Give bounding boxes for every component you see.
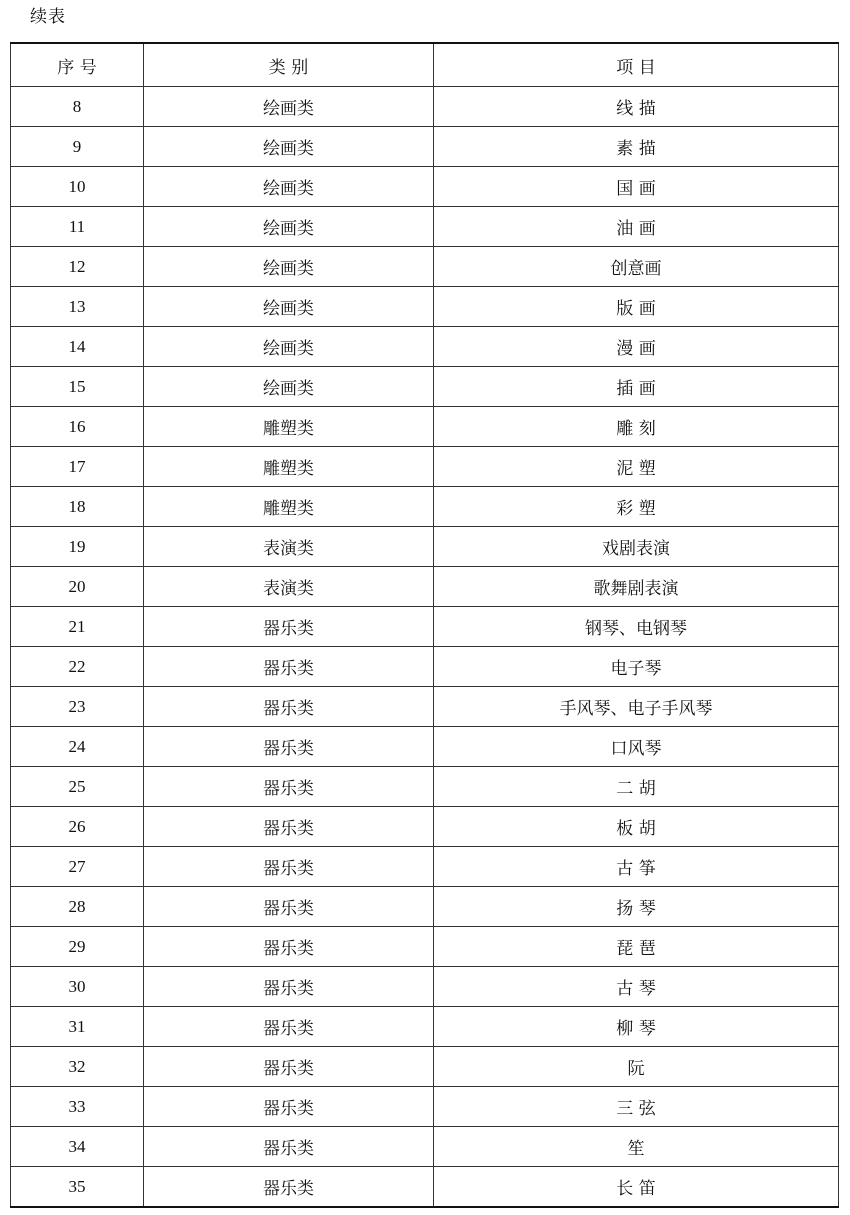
cell-category: 雕塑类 — [144, 487, 434, 527]
cell-category: 器乐类 — [144, 1167, 434, 1208]
cell-item: 古 琴 — [434, 967, 839, 1007]
cell-number: 15 — [11, 367, 144, 407]
cell-item: 手风琴、电子手风琴 — [434, 687, 839, 727]
cell-item: 板 胡 — [434, 807, 839, 847]
table-row — [11, 647, 839, 687]
table-row — [11, 287, 839, 327]
cell-item: 油 画 — [434, 207, 839, 247]
table-row — [11, 1167, 839, 1208]
cell-item: 国 画 — [434, 167, 839, 207]
cell-item: 琵 琶 — [434, 927, 839, 967]
cell-category: 绘画类 — [144, 87, 434, 127]
table-row — [11, 847, 839, 887]
cell-item: 古 筝 — [434, 847, 839, 887]
cell-number: 18 — [11, 487, 144, 527]
table-row — [11, 87, 839, 127]
cell-number: 31 — [11, 1007, 144, 1047]
table-row — [11, 767, 839, 807]
cell-number: 29 — [11, 927, 144, 967]
cell-item: 柳 琴 — [434, 1007, 839, 1047]
cell-category: 绘画类 — [144, 247, 434, 287]
cell-number: 21 — [11, 607, 144, 647]
cell-item: 彩 塑 — [434, 487, 839, 527]
table-row — [11, 887, 839, 927]
cell-item: 戏剧表演 — [434, 527, 839, 567]
table-row — [11, 247, 839, 287]
cell-item: 版 画 — [434, 287, 839, 327]
cell-number: 8 — [11, 87, 144, 127]
cell-item: 素 描 — [434, 127, 839, 167]
cell-number: 9 — [11, 127, 144, 167]
cell-item: 创意画 — [434, 247, 839, 287]
cell-item: 插 画 — [434, 367, 839, 407]
cell-category: 器乐类 — [144, 887, 434, 927]
table-row — [11, 327, 839, 367]
cell-number: 26 — [11, 807, 144, 847]
cell-number: 23 — [11, 687, 144, 727]
cell-number: 10 — [11, 167, 144, 207]
cell-item: 线 描 — [434, 87, 839, 127]
cell-category: 绘画类 — [144, 287, 434, 327]
cell-number: 12 — [11, 247, 144, 287]
cell-category: 器乐类 — [144, 1087, 434, 1127]
table-row — [11, 567, 839, 607]
table-row — [11, 1007, 839, 1047]
header-row — [11, 43, 839, 87]
cell-category: 器乐类 — [144, 807, 434, 847]
cell-number: 30 — [11, 967, 144, 1007]
table-row — [11, 1087, 839, 1127]
table-row — [11, 607, 839, 647]
cell-category: 绘画类 — [144, 127, 434, 167]
table-header — [11, 43, 839, 87]
cell-item: 笙 — [434, 1127, 839, 1167]
cell-item: 阮 — [434, 1047, 839, 1087]
cell-category: 雕塑类 — [144, 447, 434, 487]
cell-category: 绘画类 — [144, 367, 434, 407]
cell-item: 口风琴 — [434, 727, 839, 767]
header-number: 序 号 — [11, 43, 144, 87]
cell-category: 器乐类 — [144, 1047, 434, 1087]
table-body — [11, 87, 839, 1208]
cell-item: 泥 塑 — [434, 447, 839, 487]
cell-category: 器乐类 — [144, 687, 434, 727]
cell-category: 表演类 — [144, 567, 434, 607]
cell-category: 表演类 — [144, 527, 434, 567]
cell-number: 20 — [11, 567, 144, 607]
table-row — [11, 167, 839, 207]
cell-number: 33 — [11, 1087, 144, 1127]
table-row — [11, 207, 839, 247]
cell-category: 器乐类 — [144, 607, 434, 647]
table-caption: 续表 — [30, 7, 66, 27]
cell-number: 27 — [11, 847, 144, 887]
header-category: 类 别 — [144, 43, 434, 87]
cell-item: 电子琴 — [434, 647, 839, 687]
cell-category: 雕塑类 — [144, 407, 434, 447]
table-row — [11, 1127, 839, 1167]
cell-number: 13 — [11, 287, 144, 327]
cell-number: 19 — [11, 527, 144, 567]
cell-category: 器乐类 — [144, 727, 434, 767]
cell-number: 22 — [11, 647, 144, 687]
cell-category: 器乐类 — [144, 1007, 434, 1047]
cell-item: 长 笛 — [434, 1167, 839, 1208]
cell-category: 绘画类 — [144, 167, 434, 207]
cell-item: 三 弦 — [434, 1087, 839, 1127]
cell-category: 绘画类 — [144, 327, 434, 367]
cell-number: 25 — [11, 767, 144, 807]
cell-item: 漫 画 — [434, 327, 839, 367]
cell-number: 16 — [11, 407, 144, 447]
cell-item: 钢琴、电钢琴 — [434, 607, 839, 647]
cell-category: 器乐类 — [144, 1127, 434, 1167]
cell-number: 11 — [11, 207, 144, 247]
cell-item: 歌舞剧表演 — [434, 567, 839, 607]
table-row — [11, 487, 839, 527]
table-row — [11, 1047, 839, 1087]
table-row — [11, 927, 839, 967]
table-row — [11, 367, 839, 407]
cell-category: 器乐类 — [144, 647, 434, 687]
cell-number: 14 — [11, 327, 144, 367]
cell-category: 器乐类 — [144, 847, 434, 887]
cell-number: 28 — [11, 887, 144, 927]
items-table — [10, 42, 839, 1208]
table-row — [11, 687, 839, 727]
table-row — [11, 807, 839, 847]
cell-number: 34 — [11, 1127, 144, 1167]
cell-number: 24 — [11, 727, 144, 767]
cell-item: 二 胡 — [434, 767, 839, 807]
cell-category: 绘画类 — [144, 207, 434, 247]
cell-number: 35 — [11, 1167, 144, 1208]
cell-number: 17 — [11, 447, 144, 487]
cell-number: 32 — [11, 1047, 144, 1087]
cell-category: 器乐类 — [144, 927, 434, 967]
table-row — [11, 727, 839, 767]
header-item: 项 目 — [434, 43, 839, 87]
table-row — [11, 447, 839, 487]
cell-item: 雕 刻 — [434, 407, 839, 447]
table-row — [11, 407, 839, 447]
table-row — [11, 967, 839, 1007]
cell-category: 器乐类 — [144, 967, 434, 1007]
table-row — [11, 127, 839, 167]
cell-category: 器乐类 — [144, 767, 434, 807]
cell-item: 扬 琴 — [434, 887, 839, 927]
table-row — [11, 527, 839, 567]
